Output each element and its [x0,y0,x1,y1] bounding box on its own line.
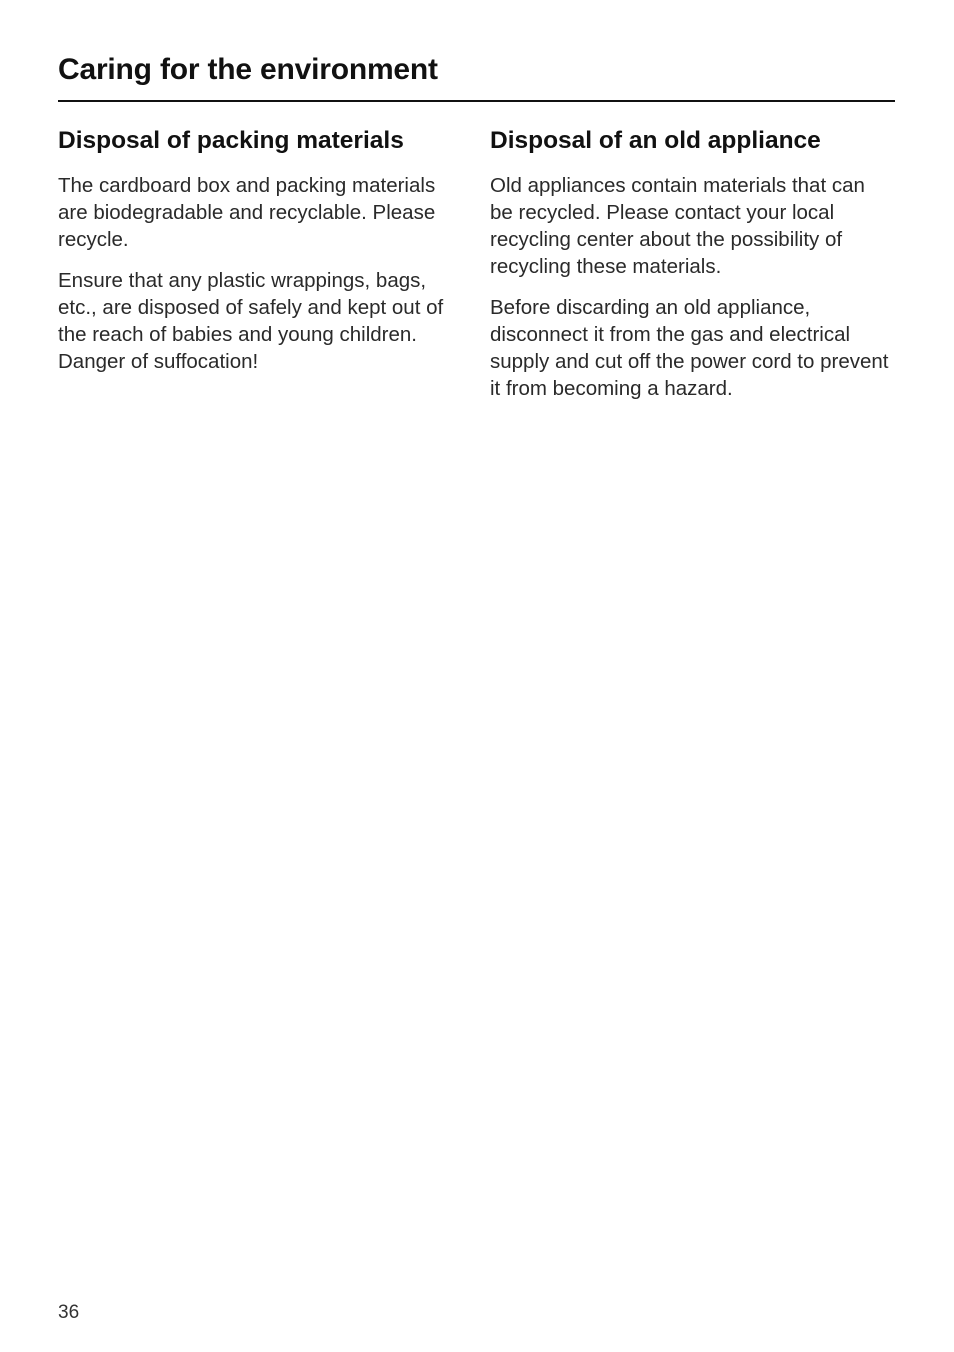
page-title: Caring for the environment [58,53,438,86]
section-packing-materials [58,124,458,389]
section-heading: Disposal of an old appliance [490,127,821,154]
page-number: 36 [58,1302,80,1323]
title-divider [58,100,895,102]
paragraph: Before discarding an old appliance, disconnect it from the gas and electrical supply and cut off the power cord to prevent it from becoming a hazard. [490,296,889,400]
section-old-appliance [490,124,890,416]
paragraph: Old appliances contain materials that can be recycled. Please contact your local recycling center about the possibility of recycling these materials. [490,174,865,278]
section-heading: Disposal of packing materials [58,127,404,154]
paragraph: The cardboard box and packing materials are biodegradable and recyclable. Please recycle. [58,174,436,251]
paragraph: Ensure that any plastic wrappings, bags, etc., are disposed of safely and kept out of the reach of babies and young children. Danger of suffocation! [58,269,444,373]
